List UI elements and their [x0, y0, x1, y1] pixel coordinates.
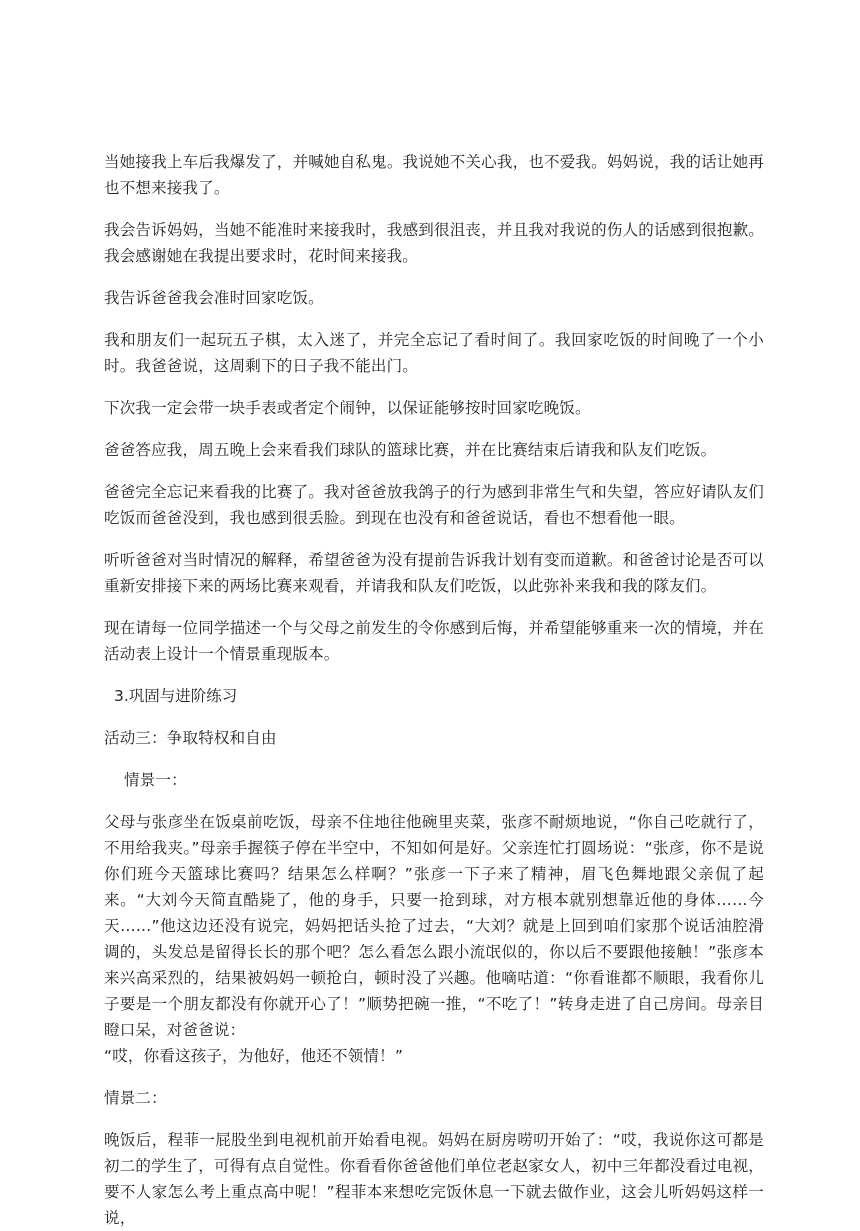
- paragraph-6: 爸爸答应我，周五晚上会来看我们球队的篮球比赛，并在比赛结束后请我和队友们吃饭。: [104, 441, 717, 459]
- section-heading: 3.巩固与进阶练习: [114, 687, 238, 705]
- scene-2-text: 晚饭后，程菲一屁股坐到电视机前开始看电视。妈妈在厨房唠叨开始了：“哎，我说你这可都是初二的学生了，可得有点自觉性。你看看你爸爸他们单位老赵家女人，初中三年都没看过电视，要不人家怎么考上重点高中呢！”程菲本来想吃完饭休息一下就去做作业，这会儿听妈妈这样一说，: [104, 1131, 764, 1227]
- document-page: [104, 149, 764, 1231]
- paragraph-3: 我告诉爸爸我会准时回家吃饭。: [104, 289, 324, 307]
- scene-2-label: 情景二：: [104, 1089, 167, 1107]
- scene-1-end: “哎，你看这孩子，为他好，他还不领情！”: [104, 1047, 404, 1065]
- paragraph-5: 下次我一定会带一块手表或者定个闹钟，以保证能够按时回家吃晚饭。: [104, 399, 591, 417]
- activity-title: 活动三：争取特权和自由: [104, 729, 277, 747]
- paragraph-4: 我和朋友们一起玩五子棋，太入迷了，并完全忘记了看时间了。我回家吃饭的时间晚了一个小时。我爸爸说，这周剩下的日子我不能出门。: [104, 331, 764, 375]
- paragraph-8: 听听爸爸对当时情况的解释，希望爸爸为没有提前告诉我计划有变而道歉。和爸爸讨论是否可以重新安排接下来的两场比赛来观看，并请我和队友们吃饭，以此弥补来我和我的隊友们。: [104, 551, 764, 595]
- scene-1-text: 父母与张彦坐在饭桌前吃饭，母亲不住地往他碗里夹菜，张彦不耐烦地说，“你自己吃就行了，不用给我夹。”母亲手握筷子停在半空中，不知如何是好。父亲连忙打圆场说：“张彦，你不是说你们班今天篮球比赛吗？结果怎么样啊？”张彦一下子来了精神，眉飞色舞地跟父亲侃了起来。“大刘今天简直酷毙了，他的身手，只要一抢到球，对方根本就别想靠近他的身体……今天……”他这边还没有说完，妈妈把话头抢了过去，“大刘？就是上回到咱们家那个说话油腔滑调的，头发总是留得长长的那个吧？怎么看怎么跟小流氓似的，你以后不要跟他接触！”张彦本来兴高采烈的，结果被妈妈一顿抢白，顿时没了兴趣。他嘀咕道：“你看谁都不顺眼，我看你儿子要是一个朋友都没有你就开心了！”顺势把碗一推，“不吃了！”转身走进了自己房间。母亲目瞪口呆，对爸爸说：: [104, 813, 764, 1039]
- paragraph-2: 我会告诉妈妈，当她不能准时来接我时，我感到很沮丧，并且我对我说的伤人的话感到很抱歉。我会感谢她在我提出要求时，花时间来接我。: [104, 221, 764, 265]
- paragraph-1: 当她接我上车后我爆发了，并喊她自私鬼。我说她不关心我，也不爱我。妈妈说，我的话让她再也不想来接我了。: [104, 153, 764, 197]
- scene-1-label: 情景一：: [124, 771, 187, 789]
- paragraph-9: 现在请每一位同学描述一个与父母之前发生的令你感到后悔，并希望能够重来一次的情境，并在活动表上设计一个情景重现版本。: [104, 619, 764, 663]
- paragraph-7: 爸爸完全忘记来看我的比赛了。我对爸爸放我鸽子的行为感到非常生气和失望，答应好请队友们吃饭而爸爸没到，我也感到很丢脸。到现在也没有和爸爸说话，看也不想看他一眼。: [104, 483, 764, 527]
